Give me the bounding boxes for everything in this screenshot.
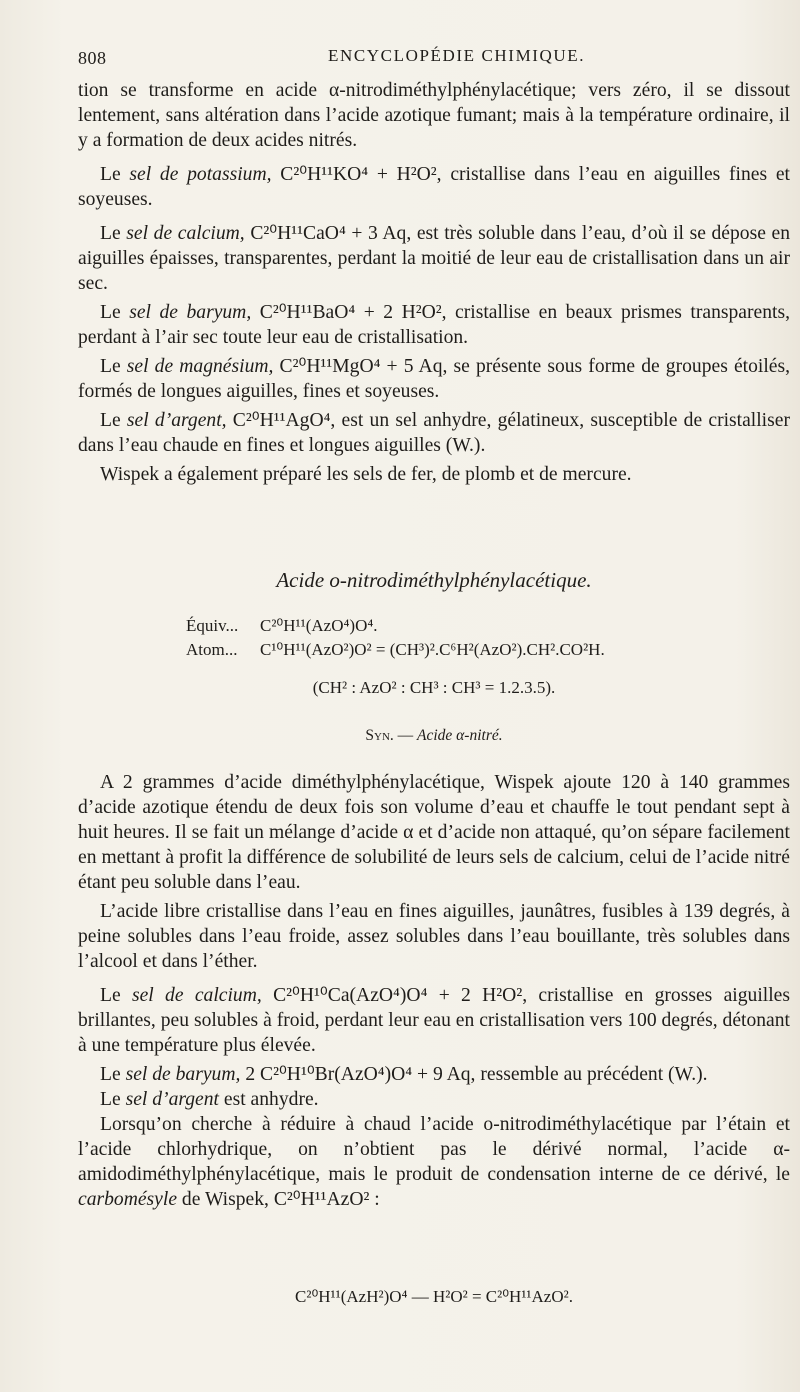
paragraph-potassium-salt	[78, 162, 790, 212]
salt-formula: C²⁰H¹¹MgO⁴ + 5 Aq,	[279, 356, 448, 377]
page-number: 808	[78, 48, 107, 68]
salt-description: cristallise en grosses aiguilles brillantes, peu solubles à froid, perdant leur eau en cristallisation vers 100 degrés, détonant à une température plus élevée.	[78, 985, 790, 1056]
reduction-text-2: de Wispek, C²⁰H¹¹AzO² :	[177, 1189, 380, 1210]
salt-description: cristallise en beaux prismes transparents, perdant à l’air sec toute leur eau de cristallisation.	[78, 302, 790, 348]
salt-name: sel de calcium,	[131, 985, 262, 1006]
text-block-top	[78, 78, 790, 496]
paragraph-free-acid: L’acide libre cristallise dans l’eau en fines aiguilles, jaunâtres, fusibles à 139 degrés, à peine solubles dans l’eau froide, assez solubles dans l’eau bouillante, très solubles dans l’alcool et dans l’éther.	[78, 901, 790, 972]
formula-atom-label: Atom...	[186, 640, 238, 659]
salt-description: cristallise dans l’eau en aiguilles fines et soyeuses.	[78, 164, 790, 210]
salt-prefix: Le	[100, 1064, 126, 1085]
paragraph-barium-salt	[78, 300, 790, 350]
salt-name: sel de potassium,	[129, 164, 272, 185]
salt-formula: C²⁰H¹¹KO⁴ + H²O²,	[280, 164, 442, 185]
paragraph-calcium-salt-2	[78, 983, 790, 1058]
paragraph-preparation: A 2 grammes d’acide diméthylphénylacétique, Wispek ajoute 120 à 140 grammes d’acide azotique étendu de deux fois son volume d’eau et chauffe le tout pendant sept à huit heures. Il se fait un mélange d’acide α et d’acide non attaqué, qu’on sépare facilement en mettant à profit la différence de solubilité de leurs sels de calcium, celui de l’acide nitré étant peu soluble dans l’eau.	[78, 772, 790, 893]
paragraph-silver-salt	[78, 408, 790, 458]
text-block-bottom	[78, 770, 790, 1221]
salt-formula: C²⁰H¹¹AgO⁴,	[232, 410, 336, 431]
salt-formula: C²⁰H¹¹BaO⁴ + 2 H²O²,	[259, 302, 447, 323]
salt-formula: C²⁰H¹¹CaO⁴ + 3 Aq,	[250, 223, 412, 244]
salt-prefix: Le	[100, 1089, 126, 1110]
salt-prefix: Le	[100, 985, 132, 1006]
salt-name: sel de baryum,	[129, 302, 252, 323]
salt-prefix: Le	[100, 356, 127, 377]
final-formula: C²⁰H¹¹(AzH²)O⁴ — H²O² = C²⁰H¹¹AzO².	[295, 1287, 573, 1306]
formula-equiv: C²⁰H¹¹(AzO⁴)O⁴.	[260, 616, 378, 635]
formula-equiv-row	[186, 614, 746, 638]
salt-formula: C²⁰H¹⁰Ca(AzO⁴)O⁴ + 2 H²O²,	[273, 985, 528, 1006]
salt-prefix: Le	[100, 223, 127, 244]
section-title: Acide o-nitrodiméthylphénylacétique.	[276, 568, 592, 592]
paragraph-wispek-note: Wispek a également préparé les sels de fer, de plomb et de mercure.	[100, 464, 632, 485]
reduction-term: carbomésyle	[78, 1189, 178, 1210]
salt-description: est un sel anhydre, gélatineux, susceptible de cristalliser dans l’eau chaude en fines et longues aiguilles (W.).	[78, 410, 790, 456]
salt-name: sel d’argent,	[126, 410, 227, 431]
formula-block	[186, 614, 746, 662]
salt-description: ressemble au précédent (W.).	[475, 1064, 708, 1085]
salt-name: sel de calcium,	[126, 223, 245, 244]
paragraph-intro: tion se transforme en acide α-nitrodiméthylphénylacétique; vers zéro, il se dissout lentement, sans altération dans l’acide azotique fumant; mais à la température ordinaire, il y a formation de deux acides nitrés.	[78, 80, 790, 151]
salt-description: se présente sous forme de groupes étoilés, formés de longues aiguilles, fines et soyeuses.	[78, 356, 790, 402]
reduction-text-1: Lorsqu’on cherche à réduire à chaud l’acide o-nitrodiméthylacétique par l’étain et l’acide chlorhydrique, on n’obtient pas le dérivé normal, l’acide α-amidodiméthylphénylacétique, mais le produit de condensation interne de ce dérivé, le	[78, 1114, 790, 1185]
salt-prefix: Le	[100, 410, 127, 431]
position-ratio: (CH² : AzO² : CH³ : CH³ = 1.2.3.5).	[312, 678, 556, 697]
running-title: ENCYCLOPÉDIE CHIMIQUE.	[328, 46, 586, 65]
salt-prefix: Le	[100, 164, 130, 185]
synonym-line	[78, 727, 790, 745]
salt-description: est très soluble dans l’eau, d’où il se dépose en aiguilles épaisses, transparentes, perdant la moitié de leur eau de cristallisation dans un air sec.	[78, 223, 791, 294]
paragraph-magnesium-salt	[78, 354, 790, 404]
synonym-value: Acide α-nitré.	[417, 727, 503, 744]
salt-description: est anhydre.	[219, 1089, 319, 1110]
paragraph-silver-salt-2	[78, 1087, 790, 1112]
salt-name: sel d’argent	[125, 1089, 219, 1110]
formula-atom-row	[186, 638, 746, 662]
page-header	[78, 42, 788, 70]
formula-atom: C¹⁰H¹¹(AzO²)O² = (CH³)².C⁶H²(AzO²).CH².CO²H.	[260, 640, 605, 659]
salt-formula: 2 C²⁰H¹⁰Br(AzO⁴)O⁴ + 9 Aq,	[245, 1064, 476, 1085]
synonym-label: Syn. —	[365, 727, 414, 744]
salt-prefix: Le	[100, 302, 130, 323]
paragraph-calcium-salt	[78, 221, 790, 296]
formula-equiv-label: Équiv...	[186, 616, 239, 635]
salt-name: sel de baryum,	[125, 1064, 241, 1085]
salt-name: sel de magnésium,	[126, 356, 274, 377]
paragraph-barium-salt-2	[78, 1062, 790, 1087]
paragraph-reduction	[78, 1112, 790, 1212]
